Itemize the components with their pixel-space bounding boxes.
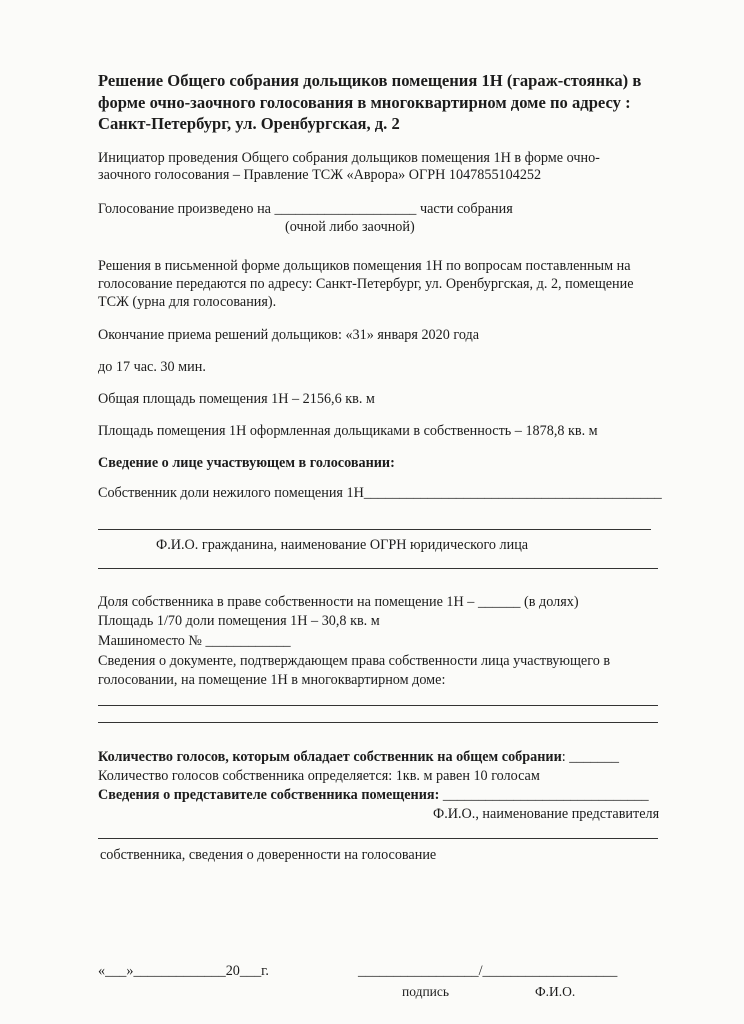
participant-heading: Сведение о лице участвующем в голосовании: xyxy=(98,455,395,471)
ownership-doc-line-1: Сведения о документе, подтверждающем права собственности лица участвующего в xyxy=(98,653,611,669)
owner-details-rule[interactable] xyxy=(98,568,658,569)
representative-hint: Ф.И.О., наименование представителя xyxy=(433,806,660,822)
deadline-line-1: Окончание приема решений дольщиков: «31» января 2020 года xyxy=(98,327,480,343)
votes-count-blank[interactable]: : _______ xyxy=(561,749,619,765)
decisions-line-3: ТСЖ (урна для голосования). xyxy=(98,294,277,310)
representative-hint-2: собственника, сведения о доверенности на голосование xyxy=(100,847,437,863)
representative-label: Сведения о представителе собственника помещения: xyxy=(98,787,440,803)
initiator-line-2: заочного голосования – Правление ТСЖ «Аврора» ОГРН 1047855104252 xyxy=(98,167,542,183)
voting-hint: (очной либо заочной) xyxy=(285,219,415,235)
decisions-line-1: Решения в письменной форме дольщиков помещения 1Н по вопросам поставленным на xyxy=(98,258,631,274)
signature-line[interactable]: _________________/___________________ xyxy=(358,963,618,979)
document-title xyxy=(98,70,688,135)
ownership-doc-rule-1[interactable] xyxy=(98,705,658,706)
initiator-line-1: Инициатор проведения Общего собрания дольщиков помещения 1Н в форме очно- xyxy=(98,150,600,166)
voting-suffix: части собрания xyxy=(419,201,513,217)
parking-space-line[interactable]: Машиноместо № ____________ xyxy=(98,633,291,649)
share-line: Доля собственника в праве собственности на помещение 1Н – ______ (в долях) xyxy=(98,594,579,610)
representative-line xyxy=(98,787,649,804)
votes-count-line xyxy=(98,749,619,766)
votes-count-label: Количество голосов, которым обладает собственник на общем собрании xyxy=(98,749,562,765)
owned-area: Площадь помещения 1Н оформленная дольщиками в собственность – 1878,8 кв. м xyxy=(98,423,598,439)
representative-rule[interactable] xyxy=(98,838,658,839)
owner-line[interactable]: Собственник доли нежилого помещения 1Н__________________________________________ xyxy=(98,485,662,501)
share-area: Площадь 1/70 доли помещения 1Н – 30,8 кв. м xyxy=(98,613,380,629)
ownership-doc-rule-2[interactable] xyxy=(98,722,658,723)
owner-name-hint: Ф.И.О. гражданина, наименование ОГРН юридического лица xyxy=(156,537,529,553)
owner-name-rule[interactable] xyxy=(98,529,651,530)
total-area: Общая площадь помещения 1Н – 2156,6 кв. м xyxy=(98,391,375,407)
decisions-line-2: голосование передаются по адресу: Санкт-Петербург, ул. Оренбургская, д. 2, помещение xyxy=(98,276,634,292)
signature-hint: подпись xyxy=(402,984,450,999)
voting-blank[interactable]: ____________________ xyxy=(274,201,417,217)
fio-hint: Ф.И.О. xyxy=(535,984,576,999)
date-line[interactable]: «___»_____________20___г. xyxy=(98,963,269,979)
representative-blank[interactable]: _____________________________ xyxy=(439,787,649,803)
votes-rule: Количество голосов собственника определяется: 1кв. м равен 10 голосам xyxy=(98,768,540,784)
voting-prefix: Голосование произведено на xyxy=(98,201,271,217)
voting-form-line xyxy=(98,201,513,218)
deadline-line-2: до 17 час. 30 мин. xyxy=(98,359,206,375)
title-line-2: форме очно-заочного голосования в многоквартирном доме по адресу : xyxy=(98,92,631,112)
title-line-3: Санкт-Петербург, ул. Оренбургская, д. 2 xyxy=(98,114,400,133)
ownership-doc-line-2: голосовании, на помещение 1Н в многоквартирном доме: xyxy=(98,672,446,688)
title-line-1: Решение Общего собрания дольщиков помещения 1Н (гараж-стоянка) в xyxy=(98,71,642,90)
